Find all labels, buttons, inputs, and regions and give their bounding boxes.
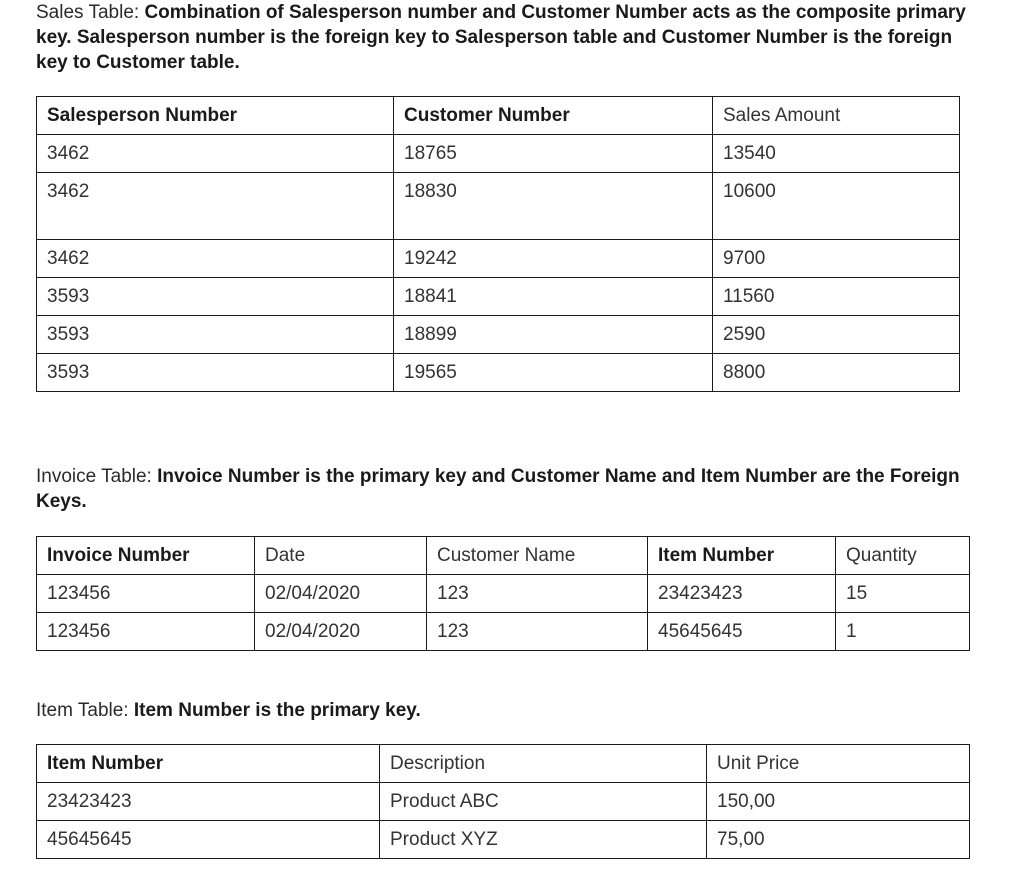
table-cell: 123456 — [37, 613, 255, 651]
table-cell: 3462 — [37, 240, 394, 278]
table-cell: 18899 — [394, 316, 713, 354]
table-cell: 11560 — [713, 278, 960, 316]
table-row — [37, 240, 960, 278]
item-table-caption — [36, 698, 986, 723]
table-row — [37, 316, 960, 354]
table-cell: 123456 — [37, 575, 255, 613]
table-header-row — [37, 537, 970, 575]
header-sales-amount: Sales Amount — [713, 97, 960, 135]
table-cell: 10600 — [713, 173, 960, 240]
table-cell: 9700 — [713, 240, 960, 278]
header-invoice-number: Invoice Number — [37, 537, 255, 575]
table-cell: Product ABC — [380, 783, 707, 821]
table-header-row — [37, 97, 960, 135]
header-quantity: Quantity — [836, 537, 970, 575]
table-cell: 75,00 — [707, 821, 970, 859]
table-cell: Product XYZ — [380, 821, 707, 859]
table-row — [37, 278, 960, 316]
table-cell: 2590 — [713, 316, 960, 354]
header-item-number: Item Number — [37, 745, 380, 783]
table-cell: 18765 — [394, 135, 713, 173]
table-row — [37, 821, 970, 859]
table-row — [37, 613, 970, 651]
header-date: Date — [255, 537, 427, 575]
table-cell: 23423423 — [37, 783, 380, 821]
sales-caption-prefix: Sales Table: — [36, 2, 145, 23]
table-cell: 150,00 — [707, 783, 970, 821]
invoice-caption-prefix: Invoice Table: — [36, 466, 158, 487]
table-cell: 3462 — [37, 135, 394, 173]
table-row — [37, 783, 970, 821]
table-cell: 1 — [836, 613, 970, 651]
table-cell: 45645645 — [37, 821, 380, 859]
invoice-caption-text: Invoice Number is the primary key and Customer Name and Item Number are the Foreign Keys. — [36, 466, 960, 512]
table-cell: 18830 — [394, 173, 713, 240]
table-cell: 02/04/2020 — [255, 613, 427, 651]
table-cell: 3593 — [37, 278, 394, 316]
table-row — [37, 135, 960, 173]
header-customer-name: Customer Name — [427, 537, 648, 575]
header-salesperson-number: Salesperson Number — [37, 97, 394, 135]
table-cell: 23423423 — [648, 575, 836, 613]
table-row — [37, 173, 960, 240]
table-cell: 45645645 — [648, 613, 836, 651]
invoice-table-caption — [36, 464, 986, 514]
table-cell: 15 — [836, 575, 970, 613]
table-cell: 8800 — [713, 354, 960, 392]
sales-table — [36, 96, 960, 392]
table-cell: 18841 — [394, 278, 713, 316]
table-cell: 19565 — [394, 354, 713, 392]
table-cell: 123 — [427, 613, 648, 651]
table-cell: 123 — [427, 575, 648, 613]
header-customer-number: Customer Number — [394, 97, 713, 135]
sales-table-caption — [36, 0, 986, 75]
sales-caption-text: Combination of Salesperson number and Customer Number acts as the composite primary key. Salesperson number is the foreign key to Salesperson table and Customer Number is the foreign key to Customer table. — [36, 2, 966, 73]
table-cell: 3462 — [37, 173, 394, 240]
header-unit-price: Unit Price — [707, 745, 970, 783]
table-cell: 3593 — [37, 354, 394, 392]
table-header-row — [37, 745, 970, 783]
header-description: Description — [380, 745, 707, 783]
item-caption-prefix: Item Table: — [36, 700, 134, 721]
table-row — [37, 575, 970, 613]
table-cell: 19242 — [394, 240, 713, 278]
item-table — [36, 744, 970, 859]
table-cell: 13540 — [713, 135, 960, 173]
table-cell: 3593 — [37, 316, 394, 354]
table-cell: 02/04/2020 — [255, 575, 427, 613]
invoice-table — [36, 536, 970, 651]
header-item-number: Item Number — [648, 537, 836, 575]
table-row — [37, 354, 960, 392]
item-caption-text: Item Number is the primary key. — [133, 700, 421, 721]
